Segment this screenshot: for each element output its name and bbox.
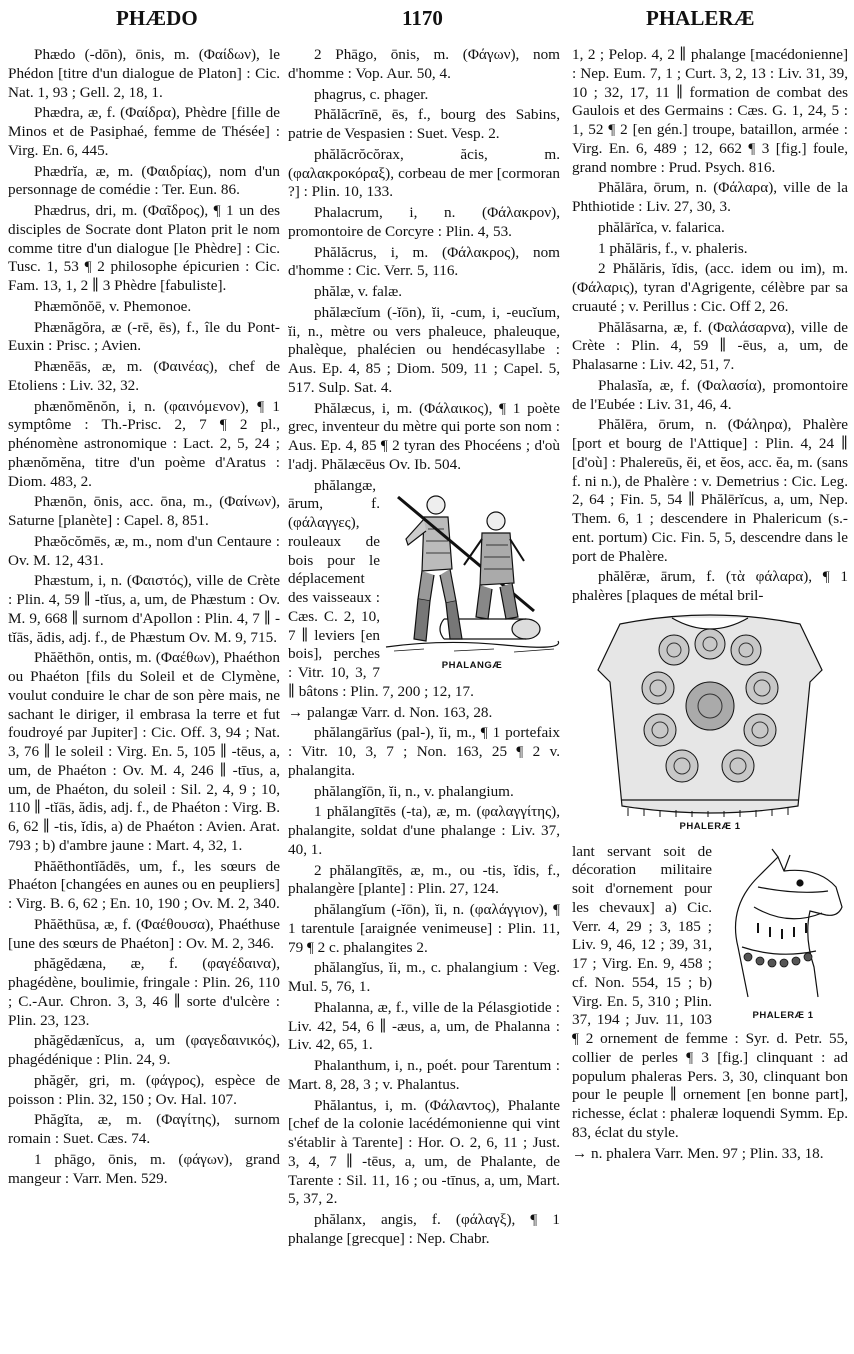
entry: Phăgĭta, æ, m. (Φαγίτης), surnom romain : Suet. Cæs. 74. [8, 1111, 280, 1147]
header-right-guideword: PHALERÆ [646, 6, 755, 30]
entry: phălæ, v. falæ. [314, 283, 403, 300]
entry: Phăĕthontĭădēs, um, f., les sœurs de Phaéton [changées en aunes ou en peupliers] : Virg. B. 6, 62 ; En. 10, 190 ; Ov. M. 2, 340. [8, 857, 280, 912]
entry: Phædrĭa, æ, m. (Φαιδρίας), nom d'un personnage de comédie : Ter. Eun. 86. [8, 162, 280, 199]
header-left-guideword: PHÆDO [116, 6, 198, 30]
entry: Phædo (-dōn), ōnis, m. (Φαίδων), le Phédon [titre d'un dialogue de Platon] : Cic. Nat. 1, 93 ; Gell. 2, 18, 1. [8, 46, 280, 101]
column-2 [288, 46, 560, 1251]
phalerae-caption-1: PHALERÆ 1 [679, 820, 741, 832]
entry: Phălăsarna, æ, f. (Φαλάσαρνα), ville de Crète : Plin. 4, 59 ∥ -ēus, a, um, de Phalasarne : Liv. 42, 51, 7. [572, 318, 848, 373]
phalangae-caption: PHALANGÆ [441, 659, 503, 671]
entry: Phalacrum, i, n. (Φάλακρον), promontoire de Corcyre : Plin. 4, 53. [288, 204, 560, 240]
entry: Phalanthum, i, n., poét. pour Tarentum : Mart. 8, 28, 3 ; v. Phalantus. [288, 1057, 560, 1093]
phalangae-illustration [384, 479, 560, 657]
phalerae-caption-2: PHALERÆ 1 [752, 1009, 814, 1021]
entry: Phălāra, ōrum, n. (Φάλαρα), ville de la Phthiotide : Liv. 27, 30, 3. [572, 179, 848, 215]
entry-phalangae-tail: → palangæ Varr. d. Non. 163, 28. [288, 703, 493, 721]
entry: phăgĕdænĭcus, a, um (φαγεδαινικός), phagédénique : Plin. 24, 9. [8, 1032, 280, 1068]
entry: 1 phāgo, ōnis, m. (φάγων), grand mangeur : Varr. Men. 529. [8, 1150, 280, 1187]
entry: Phalasĭa, æ, f. (Φαλασία), promontoire de l'Eubée : Liv. 31, 46, 4. [572, 376, 848, 413]
entry: phăgĕr, gri, m. (φάγρος), espèce de poisson : Plin. 32, 150 ; Ov. Hal. 107. [8, 1071, 280, 1108]
entry: phălangĭōn, ĭi, n., v. phalangium. [314, 782, 514, 800]
entry: 1 phălangītēs (-ta), æ, m. (φαλαγγίτης), phalangite, soldat d'une phalange : Liv. 37, 40, 1. [288, 803, 560, 858]
entry: 2 phălangītēs, æ, m., ou -tis, ĭdis, f., phalangère [plante] : Plin. 27, 124. [288, 861, 560, 898]
phalangae-figure [384, 479, 560, 676]
page-number: 1170 [402, 6, 443, 30]
entry: Phăĕthūsa, æ, f. (Φαέθουσα), Phaéthuse [une des sœurs de Phaéton] : Ov. M. 2, 346. [8, 915, 280, 952]
entry: phălanx, angis, f. (φάλαγξ), ¶ 1 phalange [grecque] : Nep. Chabr. [288, 1211, 560, 1247]
entry: phăgĕdæna, æ, f. (φαγέδαινα), phagédène, boulimie, fringale : Plin. 26, 110 ; C.-Aur. Chron. 3, 3, 46 ∥ sorte d'ulcère : Plin. 23, 123. [8, 955, 280, 1029]
entry: phălangĭus, ĭi, m., c. phalangium : Veg. Mul. 5, 76, 1. [288, 959, 560, 995]
phalerae-horse-figure [718, 847, 848, 1026]
entry: Phænăgŏra, æ (-rē, ēs), f., île du Pont-Euxin : Prisc. ; Avien. [8, 318, 280, 355]
entry: phălăcrŏcŏrax, ăcis, m. (φαλακροκόραξ), corbeau de mer [cormoran ?] : Plin. 10, 133. [288, 145, 560, 201]
entry: Phălēra, ōrum, n. (Φάληρα), Phalère [port et bourg de l'Attique] : Plin. 4, 24 ∥ [d'où] : Phalereūs, ĕi, et ĕos, acc. ĕa, m. (sans f. ni n.), de Phalère : v. Demetrius : Cic. Leg. 2, 64 ; Fin. 5, 54 ∥ Phălērĭcus, a, um, Nep. Them. 6, 1 ; descendere in Phalericum (s.-ent. portum) Cic. Fin. 5, 5, descendre dans le port de Phalère. [572, 416, 848, 565]
column-3 [572, 46, 848, 1165]
page-header [0, 6, 854, 42]
entry: phălangārĭus (pal-), ĭi, m., ¶ 1 portefaix : Vitr. 10, 3, 7 ; Non. 163, 25 ¶ 2 v. phalangita. [288, 724, 560, 779]
entry: Phalanna, æ, f., ville de la Pélasgiotide : Liv. 42, 54, 6 ∥ -æus, a, um, de Phalanna : Liv. 42, 65, 1. [288, 998, 560, 1054]
entry: phălĕræ, ārum, f. (τὰ φάλαρα), ¶ 1 phalères [plaques de métal bril- [572, 568, 848, 604]
entry: 2 Phāgo, ōnis, m. (Φάγων), nom d'homme : Vop. Aur. 50, 4. [288, 46, 560, 82]
entry: phălārĭca, v. falarica. [598, 218, 725, 236]
entry: Phæstum, i, n. (Φαιστός), ville de Crète : Plin. 4, 59 ∥ -tĭus, a, um, de Phæstum : Ov. M. 9, 668 ∥ surnom d'Apollon : Plin. 4, 7 ∥ -tĭās, ădis, adj. f., de Phæstum Ov. M. 9, 715. [8, 572, 280, 646]
entry: Phænĕās, æ, m. (Φαινέας), chef de Etoliens : Liv. 32, 32. [8, 358, 280, 394]
entry: Phæŏcŏmēs, æ, m., nom d'un Centaure : Ov. M. 12, 431. [8, 532, 280, 569]
phalerae-cuirass-figure [572, 610, 848, 837]
entry: 1 phălāris, f., v. phaleris. [598, 239, 748, 257]
entry: Phænōn, ōnis, acc. ōna, m., (Φαίνων), Saturne [planète] : Capel. 8, 851. [8, 493, 280, 529]
entry: Phăĕthōn, ontis, m. (Φαέθων), Phaéthon ou Phaéton [fils du Soleil et de Clymène, voulut conduire le char de son père mais, ne sachant le diriger, il embrasa la terre et fut foudroyé par Jupiter] : Cic. Off. 3, 94 ; Nat. 3, 76 ∥ le soleil : Virg. En. 5, 105 ∥ -tēus, a, um, de Phaéton : Ov. M. 4, 246 ∥ -tīus, a, um, de Phaéton, du soleil : Sil. 2, 4, 9 ; 10, 110 ∥ -tĭās, ădis, adj. f., de Phaéton : Virg. B. 6, 62 ∥ -tis, ĭdis, a) de Phaéton : Avien. Arat. 793 ; b) d'ambre jaune : Mart. 4, 32, 1. [8, 649, 280, 854]
entry-phalerae-cont: lant servant soit de décoration militaire soit d'ornement pour les chevaux] a) Cic. Verr. 4, 29 ; 3, 185 ; Liv. 9, 46, 12 ; 39, 31, 17 ; Virg. En. 9, 458 ; cf. Non. 554, 15 ; b) Virg. En. 5, 310 ; Plin. 37, 194 ; Juv. 11, 103 ¶ 2 ornement de femme : Syr. d. Petr. 55, collier de perles ¶ 3 [fig.] clinquant : ad populum phaleras Pers. 3, 30, clinquant bon pour le peuple ∥ ornement [en bonne part], richesse, éclat : phaleræ loquendi Symm. Ep. 83, éclat du style. [572, 842, 848, 1141]
entry: Phæmŏnŏē, v. Phemonoe. [34, 297, 192, 315]
entry: Phædra, æ, f. (Φαίδρα), Phèdre [fille de Minos et de Pasiphaé, femme de Thésée] : Virg. En. 6, 445. [8, 104, 280, 159]
entry: 2 Phălăris, ĭdis, (acc. idem ou im), m. (Φάλαρις), tyran d'Agrigente, célèbre par sa cruauté ; v. Perillus : Cic. Off 2, 26. [572, 260, 848, 315]
entry: phălangĭum (-ĭōn), ĭi, n. (φαλάγγιον), ¶ 1 tarentule [araignée venimeuse] : Plin. 11, 79 ¶ 2 c. phalangites 2. [288, 901, 560, 956]
phalerae-horse-illustration [718, 847, 848, 1007]
entry: Phălăcrus, i, m. (Φάλακρος), nom d'homme : Cic. Verr. 5, 116. [288, 243, 560, 280]
entry: phagrus, c. phager. [314, 85, 429, 103]
entry: Phălæcus, i, m. (Φάλαικος), ¶ 1 poète grec, inventeur du mètre qui porte son nom : Aus. Ep. 4, 85 ¶ 2 tyran des Phocéens ; d'où l'adj. Phălæcēus Ov. Ib. 504. [288, 399, 560, 473]
entry: 1, 2 ; Pelop. 4, 2 ∥ phalange [macédonienne] : Nep. Eum. 7, 1 ; Curt. 3, 2, 13 : Liv. 31, 39, 10 ; 32, 17, 11 ∥ formation de combat des Gaulois et des Germains : Cæs. G. 1, 24, 5 : 1, 52 ¶ 2 [en gén.] troupe, bataillon, armée : Virg. En. 6, 489 ; 12, 662 ¶ 3 [fig.] foule, grand nombre : Prud. Psych. 816. [572, 46, 848, 176]
entry: Phălantus, i, m. (Φάλαντος), Phalante [chef de la colonie lacédémonienne qui vint s'établir à Tarente] : Hor. O. 2, 6, 11 ; Just. 3, 4, 7 ∥ -tēus, a, um, de Phalante, de Tarente : Sil. 11, 16 ; ou -tīnus, a, um, Mart. 5, 37, 2. [288, 1096, 560, 1208]
entry: Phălăcrīnē, ēs, f., bourg des Sabins, patrie de Vespasien : Suet. Vesp. 2. [288, 106, 560, 142]
phalerae-cuirass-illustration [572, 610, 848, 818]
entry: phænŏmĕnŏn, i, n. (φαινόμενον), ¶ 1 symptôme : Th.-Prisc. 2, 7 ¶ 2 pl., phénomène astronomique : Lact. 2, 5, 24 ; phænŏmĕna, titre d'un poème d'Aratus : Diom. 483, 2. [8, 397, 280, 490]
entry: Phædrus, dri, m. (Φαῖδρος), ¶ 1 un des disciples de Socrate dont Platon prit le nom comme titre d'un dialogue [le Phèdre] : Cic. Tusc. 1, 53 ¶ 2 philosophe épicurien : Cic. Fam. 13, 1, 2 ∥ 3 Phèdre [fabuliste]. [8, 202, 280, 294]
entry-phalerae-tail: → n. phalera Varr. Men. 97 ; Plin. 33, 18. [572, 1144, 824, 1162]
entry-phalangae: phălangæ, ārum, f. (φάλαγγες), rouleaux de bois pour le déplacement des vaisseaux : Cæs. C. 2, 10, 7 ∥ leviers [en bois], perches : Vitr. 10, 3, 7 ∥ bâtons : Plin. 7, 200 ; 12, 17. [288, 476, 474, 700]
column-1 [8, 46, 280, 1190]
entry: phălæcĭum (-ĭōn), ĭi, -cum, i, -eucĭum, ĭi, n., mètre ou vers phaleuce, phaleuque, phalèque, phalécien ou hendécasyllabe : Aus. Ep. 4, 85 ; Diom. 509, 11 ; Capel. 5, 517. Sulp. Sat. 4. [288, 303, 560, 396]
